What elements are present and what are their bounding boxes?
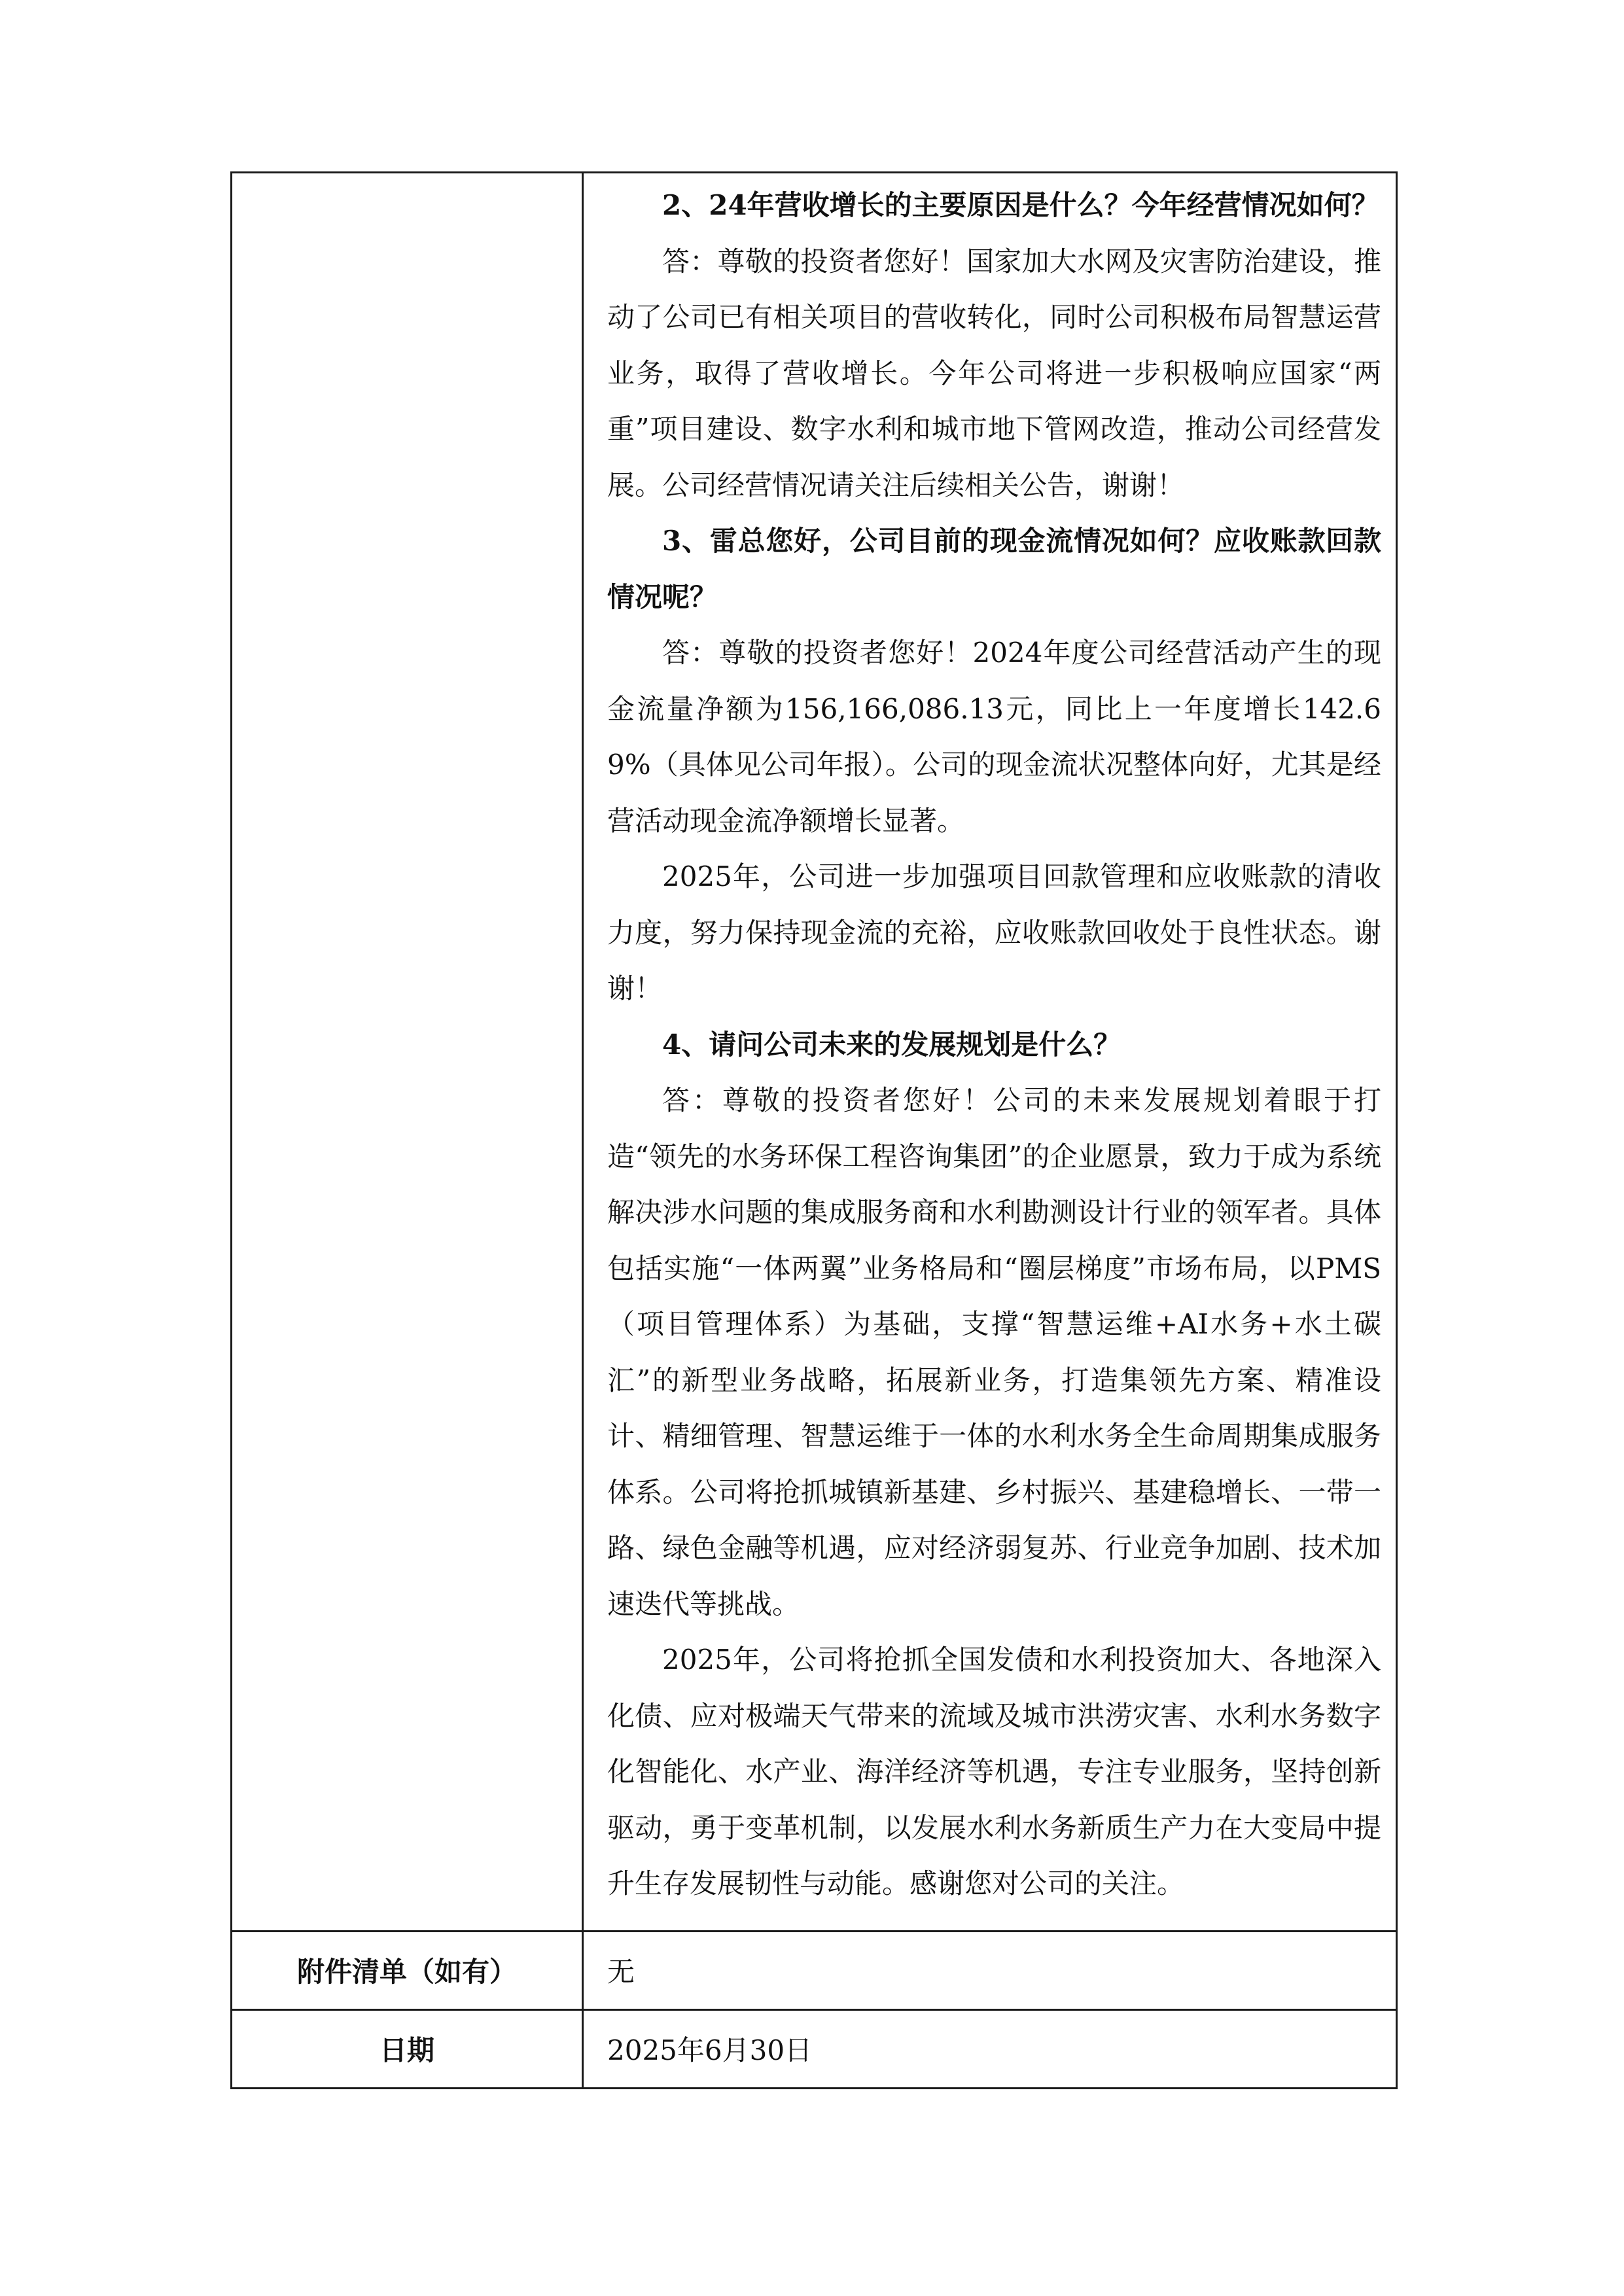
qa-row <box>232 173 1397 1932</box>
answer-3-paragraph-2: 2025年，公司进一步加强项目回款管理和应收账款的清收力度，努力保持现金流的充裕，应收账款回收处于良性状态。谢谢！ <box>607 860 1381 1004</box>
qa-label-cell <box>232 173 583 1932</box>
question-4: 4、请问公司未来的发展规划是什么？ <box>662 1028 1121 1061</box>
answer-4-paragraph-2: 2025年，公司将抢抓全国发债和水利投资加大、各地深入化债、应对极端天气带来的流域及城市洪涝灾害、水利水务数字化智能化、水产业、海洋经济等机遇，专注专业服务，坚持创新驱动，勇于变革机制，以发展水利水务新质生产力在大变局中提升生存发展韧性与动能。感谢您对公司的关注。 <box>607 1644 1381 1899</box>
date-row <box>232 2009 1397 2088</box>
date-value: 2025年6月30日 <box>583 2009 1397 2088</box>
answer-2: 答：尊敬的投资者您好！国家加大水网及灾害防治建设，推动了公司已有相关项目的营收转化，同时公司积极布局智慧运营业务，取得了营收增长。今年公司将进一步积极响应国家“两重”项目建设、数字水利和城市地下管网改造，推动公司经营发展。公司经营情况请关注后续相关公告，谢谢！ <box>607 245 1381 501</box>
question-3: 3、雷总您好，公司目前的现金流情况如何？应收账款回款情况呢？ <box>607 525 1381 613</box>
answer-4: 答：尊敬的投资者您好！公司的未来发展规划着眼于打造“领先的水务环保工程咨询集团”的企业愿景，致力于成为系统解决涉水问题的集成服务商和水利勘测设计行业的领军者。具体包括实施“一体两翼”业务格局和“圈层梯度”市场布局，以PMS（项目管理体系）为基础，支撑“智慧运维+AI水务+水土碳汇”的新型业务战略，拓展新业务，打造集领先方案、精准设计、精细管理、智慧运维于一体的水利水务全生命周期集成服务体系。公司将抢抓城镇新基建、乡村振兴、基建稳增长、一带一路、绿色金融等机遇，应对经济弱复苏、行业竞争加剧、技术加速迭代等挑战。 <box>607 1084 1381 1620</box>
date-label: 日期 <box>232 2009 583 2088</box>
record-table <box>230 171 1398 2089</box>
answer-3: 答：尊敬的投资者您好！2024年度公司经营活动产生的现金流量净额为156,166,086.13元，同比上一年度增长142.69%（具体见公司年报）。公司的现金流状况整体向好，尤其是经营活动现金流净额增长显著。 <box>607 637 1381 837</box>
attachments-label: 附件清单（如有） <box>232 1931 583 2009</box>
question-2: 2、24年营收增长的主要原因是什么？今年经营情况如何？ <box>662 189 1379 221</box>
qa-content-cell <box>583 173 1397 1932</box>
attachments-row <box>232 1931 1397 2009</box>
attachments-value: 无 <box>583 1931 1397 2009</box>
